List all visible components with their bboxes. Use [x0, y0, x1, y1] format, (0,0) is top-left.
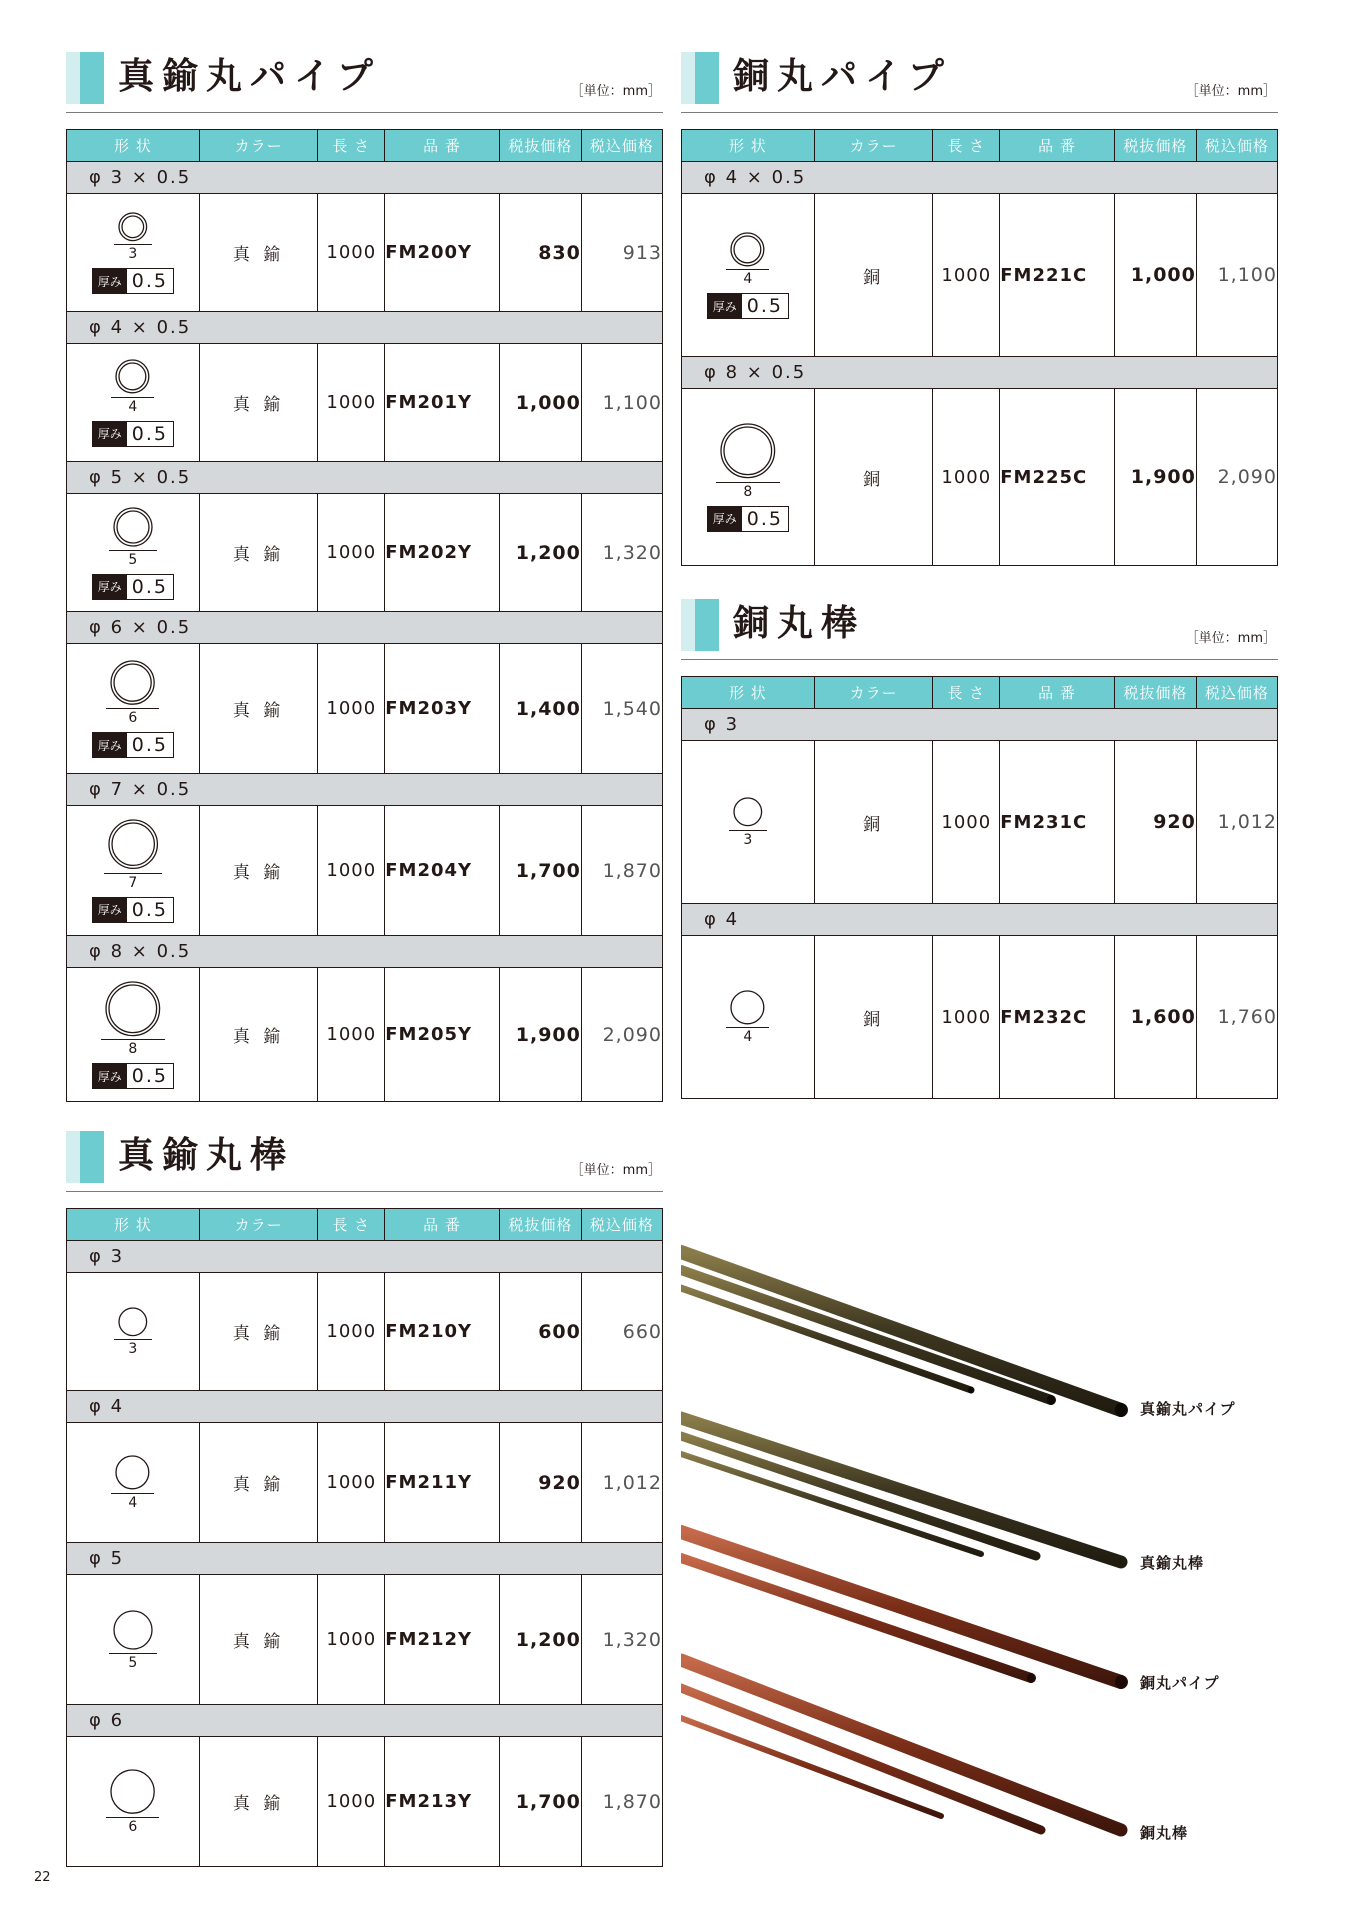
product-row: [682, 194, 1278, 357]
unit-label: ［単位：mm］: [1185, 84, 1276, 99]
product-code: FM212Y: [385, 1575, 500, 1705]
thickness-label: 厚み: [93, 422, 127, 446]
material-cell: 真 鍮: [199, 1737, 318, 1867]
material-cell: 真 鍮: [199, 1273, 318, 1391]
size-group-row: [682, 357, 1278, 389]
dimension-line: [716, 482, 780, 483]
thickness-badge: [92, 268, 174, 294]
thickness-badge: [707, 506, 789, 532]
column-header: 税抜価格: [499, 130, 581, 162]
size-label: φ 3: [682, 709, 1278, 741]
size-label: φ 4 × 0.5: [67, 312, 663, 344]
product-code: FM221C: [1000, 194, 1115, 357]
dimension-line: [114, 244, 152, 245]
thickness-badge: [92, 574, 174, 600]
product-code: FM210Y: [385, 1273, 500, 1391]
shape-cell: [67, 1423, 200, 1543]
dimension-value: 8: [743, 483, 753, 500]
dimension-line: [111, 397, 154, 398]
table-header-row: [682, 677, 1278, 709]
product-row: [67, 1273, 663, 1391]
header-accent: [80, 1131, 104, 1183]
material-cell: 真 鍮: [199, 344, 318, 462]
product-code: FM211Y: [385, 1423, 500, 1543]
length-cell: 1000: [318, 1737, 385, 1867]
price-including-tax: 1,100: [1196, 194, 1277, 357]
product-code: FM204Y: [385, 806, 500, 936]
photo-label-brass-rod: 真鍮丸棒: [1140, 1554, 1205, 1572]
header-accent-light: [681, 599, 695, 651]
size-label: φ 8 × 0.5: [682, 357, 1278, 389]
product-code: FM201Y: [385, 344, 500, 462]
column-header: 品 番: [385, 1209, 500, 1241]
pipe-cross-section-icon: [112, 506, 154, 548]
price-excluding-tax: 920: [1114, 741, 1196, 904]
rod-cross-section-icon: [732, 796, 764, 828]
column-header: 税抜価格: [1114, 677, 1196, 709]
size-label: φ 4: [67, 1391, 663, 1423]
size-group-row: [67, 774, 663, 806]
column-header: 税込価格: [1196, 677, 1277, 709]
size-group-row: [67, 1241, 663, 1273]
shape-cell: [67, 494, 200, 612]
thickness-badge: [707, 293, 789, 319]
price-excluding-tax: 1,900: [499, 968, 581, 1102]
material-cell: 真 鍮: [199, 968, 318, 1102]
unit-label: ［単位：mm］: [1185, 631, 1276, 646]
price-including-tax: 1,100: [581, 344, 662, 462]
price-excluding-tax: 830: [499, 194, 581, 312]
column-header: 税込価格: [581, 1209, 662, 1241]
unit-label: ［単位：mm］: [570, 1163, 661, 1178]
material-cell: 真 鍮: [199, 1423, 318, 1543]
dimension-value: 3: [743, 831, 753, 848]
length-cell: 1000: [933, 936, 1000, 1099]
product-code: FM225C: [1000, 389, 1115, 566]
dimension-value: 6: [128, 710, 138, 727]
table-header-row: [67, 130, 663, 162]
column-header: 税込価格: [1196, 130, 1277, 162]
section-title: 真鍮丸パイプ: [118, 56, 381, 97]
product-code: FM203Y: [385, 644, 500, 774]
rod-cross-section-icon: [729, 989, 766, 1026]
header-accent: [695, 52, 719, 104]
price-including-tax: 2,090: [1196, 389, 1277, 566]
size-group-row: [67, 312, 663, 344]
column-header: 長 さ: [933, 677, 1000, 709]
size-group-row: [682, 904, 1278, 936]
column-header: カラー: [199, 1209, 318, 1241]
length-cell: 1000: [933, 194, 1000, 357]
material-cell: 銅: [814, 936, 933, 1099]
product-row: [67, 1737, 663, 1867]
length-cell: 1000: [318, 344, 385, 462]
material-cell: 真 鍮: [199, 494, 318, 612]
brass-pipe-photo: [681, 1252, 1127, 1417]
shape-cell: [67, 194, 200, 312]
price-including-tax: 1,540: [581, 644, 662, 774]
length-cell: 1000: [933, 389, 1000, 566]
length-cell: 1000: [318, 1575, 385, 1705]
price-excluding-tax: 1,000: [1114, 194, 1196, 357]
price-excluding-tax: 1,900: [1114, 389, 1196, 566]
thickness-value: 0.5: [127, 269, 173, 293]
product-row: [67, 806, 663, 936]
dimension-line: [109, 550, 157, 551]
material-cell: 真 鍮: [199, 644, 318, 774]
shape-cell: [682, 741, 815, 904]
price-excluding-tax: 1,000: [499, 344, 581, 462]
header-accent: [695, 599, 719, 651]
price-excluding-tax: 1,200: [499, 494, 581, 612]
thickness-badge: [92, 421, 174, 447]
header-accent-light: [681, 52, 695, 104]
thickness-badge: [92, 1063, 174, 1089]
photo-label-copper-rod: 銅丸棒: [1140, 1824, 1189, 1842]
dimension-value: 5: [128, 551, 138, 568]
dimension-line: [726, 1027, 769, 1028]
column-header: 形 状: [67, 130, 200, 162]
size-group-row: [67, 1391, 663, 1423]
product-code: FM213Y: [385, 1737, 500, 1867]
price-including-tax: 1,012: [1196, 741, 1277, 904]
shape-cell: [67, 806, 200, 936]
price-including-tax: 2,090: [581, 968, 662, 1102]
dimension-value: 4: [128, 1494, 138, 1511]
material-cell: 真 鍮: [199, 1575, 318, 1705]
product-row: [682, 936, 1278, 1099]
section-title: 銅丸棒: [733, 603, 866, 644]
product-row: [682, 741, 1278, 904]
dimension-line: [109, 1653, 157, 1654]
product-row: [67, 1423, 663, 1543]
copper-pipe-photo: [681, 1532, 1127, 1689]
thickness-badge: [92, 897, 174, 923]
price-including-tax: 1,760: [1196, 936, 1277, 1099]
shape-cell: [67, 1575, 200, 1705]
column-header: 形 状: [682, 130, 815, 162]
column-header: 形 状: [67, 1209, 200, 1241]
spec-table: [66, 1208, 663, 1867]
price-excluding-tax: 1,700: [499, 1737, 581, 1867]
header-accent: [80, 52, 104, 104]
size-label: φ 3 × 0.5: [67, 162, 663, 194]
header-accent-light: [66, 1131, 80, 1183]
column-header: 税込価格: [581, 130, 662, 162]
thickness-value: 0.5: [127, 575, 173, 599]
thickness-label: 厚み: [93, 733, 127, 757]
spec-table: [66, 129, 663, 1102]
column-header: 税抜価格: [499, 1209, 581, 1241]
price-including-tax: 1,870: [581, 806, 662, 936]
brass-rod-photo: [681, 1418, 1121, 1562]
price-excluding-tax: 1,600: [1114, 936, 1196, 1099]
size-group-row: [67, 162, 663, 194]
column-header: 長 さ: [318, 130, 385, 162]
material-cell: 真 鍮: [199, 194, 318, 312]
dimension-line: [106, 708, 159, 709]
photo-label-copper-pipe: 銅丸パイプ: [1140, 1674, 1220, 1692]
thickness-value: 0.5: [742, 507, 788, 531]
product-code: FM202Y: [385, 494, 500, 612]
thickness-label: 厚み: [93, 269, 127, 293]
product-code: FM231C: [1000, 741, 1115, 904]
dimension-value: 4: [128, 398, 138, 415]
size-label: φ 5 × 0.5: [67, 462, 663, 494]
material-cell: 銅: [814, 194, 933, 357]
rod-cross-section-icon: [112, 1609, 154, 1651]
rod-cross-section-icon: [109, 1768, 156, 1815]
column-header: 長 さ: [318, 1209, 385, 1241]
product-row: [67, 644, 663, 774]
shape-cell: [67, 1273, 200, 1391]
column-header: 長 さ: [933, 130, 1000, 162]
length-cell: 1000: [318, 194, 385, 312]
column-header: カラー: [199, 130, 318, 162]
section-header: [681, 597, 1278, 660]
product-row: [67, 1575, 663, 1705]
thickness-value: 0.5: [742, 294, 788, 318]
section-header: [66, 1129, 663, 1192]
dimension-value: 6: [128, 1819, 138, 1836]
column-header: 品 番: [1000, 130, 1115, 162]
dimension-value: 8: [128, 1041, 138, 1058]
dimension-value: 3: [128, 1341, 138, 1358]
length-cell: 1000: [318, 1423, 385, 1543]
rod-cross-section-icon: [114, 1454, 151, 1491]
size-label: φ 4 × 0.5: [682, 162, 1278, 194]
pipe-cross-section-icon: [114, 358, 151, 395]
dimension-value: 7: [128, 874, 138, 891]
price-excluding-tax: 600: [499, 1273, 581, 1391]
product-code: FM205Y: [385, 968, 500, 1102]
size-label: φ 7 × 0.5: [67, 774, 663, 806]
product-row: [67, 194, 663, 312]
dimension-value: 3: [128, 246, 138, 263]
length-cell: 1000: [318, 1273, 385, 1391]
size-label: φ 5: [67, 1543, 663, 1575]
thickness-value: 0.5: [127, 1064, 173, 1088]
thickness-value: 0.5: [127, 898, 173, 922]
section-header: [681, 50, 1278, 113]
price-excluding-tax: 920: [499, 1423, 581, 1543]
column-header: カラー: [814, 677, 933, 709]
dimension-line: [114, 1339, 152, 1340]
price-including-tax: 1,320: [581, 494, 662, 612]
dimension-line: [104, 873, 162, 874]
thickness-value: 0.5: [127, 422, 173, 446]
product-row: [67, 968, 663, 1102]
product-code: FM232C: [1000, 936, 1115, 1099]
section-header: [66, 50, 663, 113]
thickness-badge: [92, 732, 174, 758]
pipe-cross-section-icon: [104, 980, 162, 1038]
thickness-label: 厚み: [93, 898, 127, 922]
column-header: 形 状: [682, 677, 815, 709]
price-excluding-tax: 1,400: [499, 644, 581, 774]
dimension-value: 4: [743, 1029, 753, 1046]
size-label: φ 8 × 0.5: [67, 936, 663, 968]
price-excluding-tax: 1,700: [499, 806, 581, 936]
thickness-value: 0.5: [127, 733, 173, 757]
price-including-tax: 1,320: [581, 1575, 662, 1705]
thickness-label: 厚み: [708, 507, 742, 531]
shape-cell: [67, 644, 200, 774]
header-accent-light: [66, 52, 80, 104]
length-cell: 1000: [933, 741, 1000, 904]
thickness-label: 厚み: [93, 575, 127, 599]
spec-table: [681, 129, 1278, 566]
table-header-row: [682, 130, 1278, 162]
dimension-value: 5: [128, 1654, 138, 1671]
size-group-row: [682, 162, 1278, 194]
rod-cross-section-icon: [117, 1306, 149, 1338]
shape-cell: [682, 194, 815, 357]
dimension-line: [726, 269, 769, 270]
unit-label: ［単位：mm］: [570, 84, 661, 99]
size-group-row: [67, 1705, 663, 1737]
pipe-cross-section-icon: [729, 231, 766, 268]
price-including-tax: 1,870: [581, 1737, 662, 1867]
pipe-cross-section-icon: [109, 659, 156, 706]
column-header: 品 番: [385, 130, 500, 162]
thickness-label: 厚み: [93, 1064, 127, 1088]
dimension-line: [111, 1493, 154, 1494]
price-including-tax: 913: [581, 194, 662, 312]
price-including-tax: 1,012: [581, 1423, 662, 1543]
length-cell: 1000: [318, 494, 385, 612]
material-cell: 銅: [814, 389, 933, 566]
photo-label-brass-pipe: 真鍮丸パイプ: [1140, 1400, 1236, 1418]
column-header: 税抜価格: [1114, 130, 1196, 162]
price-including-tax: 660: [581, 1273, 662, 1391]
product-row: [67, 494, 663, 612]
shape-cell: [67, 968, 200, 1102]
section-title: 真鍮丸棒: [118, 1135, 295, 1176]
spec-table: [681, 676, 1278, 1099]
product-code: FM200Y: [385, 194, 500, 312]
thickness-label: 厚み: [708, 294, 742, 318]
table-header-row: [67, 1209, 663, 1241]
column-header: カラー: [814, 130, 933, 162]
material-cell: 真 鍮: [199, 806, 318, 936]
shape-cell: [682, 389, 815, 566]
length-cell: 1000: [318, 644, 385, 774]
pipe-cross-section-icon: [719, 422, 777, 480]
price-excluding-tax: 1,200: [499, 1575, 581, 1705]
product-row: [67, 344, 663, 462]
size-group-row: [682, 709, 1278, 741]
dimension-value: 4: [743, 271, 753, 288]
dimension-line: [106, 1817, 159, 1818]
size-label: φ 3: [67, 1241, 663, 1273]
pipe-cross-section-icon: [117, 211, 149, 243]
size-group-row: [67, 936, 663, 968]
pipe-cross-section-icon: [107, 818, 159, 870]
page-number: 22: [34, 1870, 51, 1885]
column-header: 品 番: [1000, 677, 1115, 709]
shape-cell: [67, 1737, 200, 1867]
dimension-line: [101, 1039, 165, 1040]
size-group-row: [67, 1543, 663, 1575]
shape-cell: [67, 344, 200, 462]
size-label: φ 6 × 0.5: [67, 612, 663, 644]
length-cell: 1000: [318, 806, 385, 936]
product-photo: [681, 1240, 1141, 1860]
size-group-row: [67, 462, 663, 494]
size-label: φ 4: [682, 904, 1278, 936]
shape-cell: [682, 936, 815, 1099]
copper-rod-photo: [681, 1660, 1121, 1830]
size-label: φ 6: [67, 1705, 663, 1737]
material-cell: 銅: [814, 741, 933, 904]
size-group-row: [67, 612, 663, 644]
dimension-line: [729, 830, 767, 831]
product-row: [682, 389, 1278, 566]
length-cell: 1000: [318, 968, 385, 1102]
section-title: 銅丸パイプ: [733, 56, 952, 97]
